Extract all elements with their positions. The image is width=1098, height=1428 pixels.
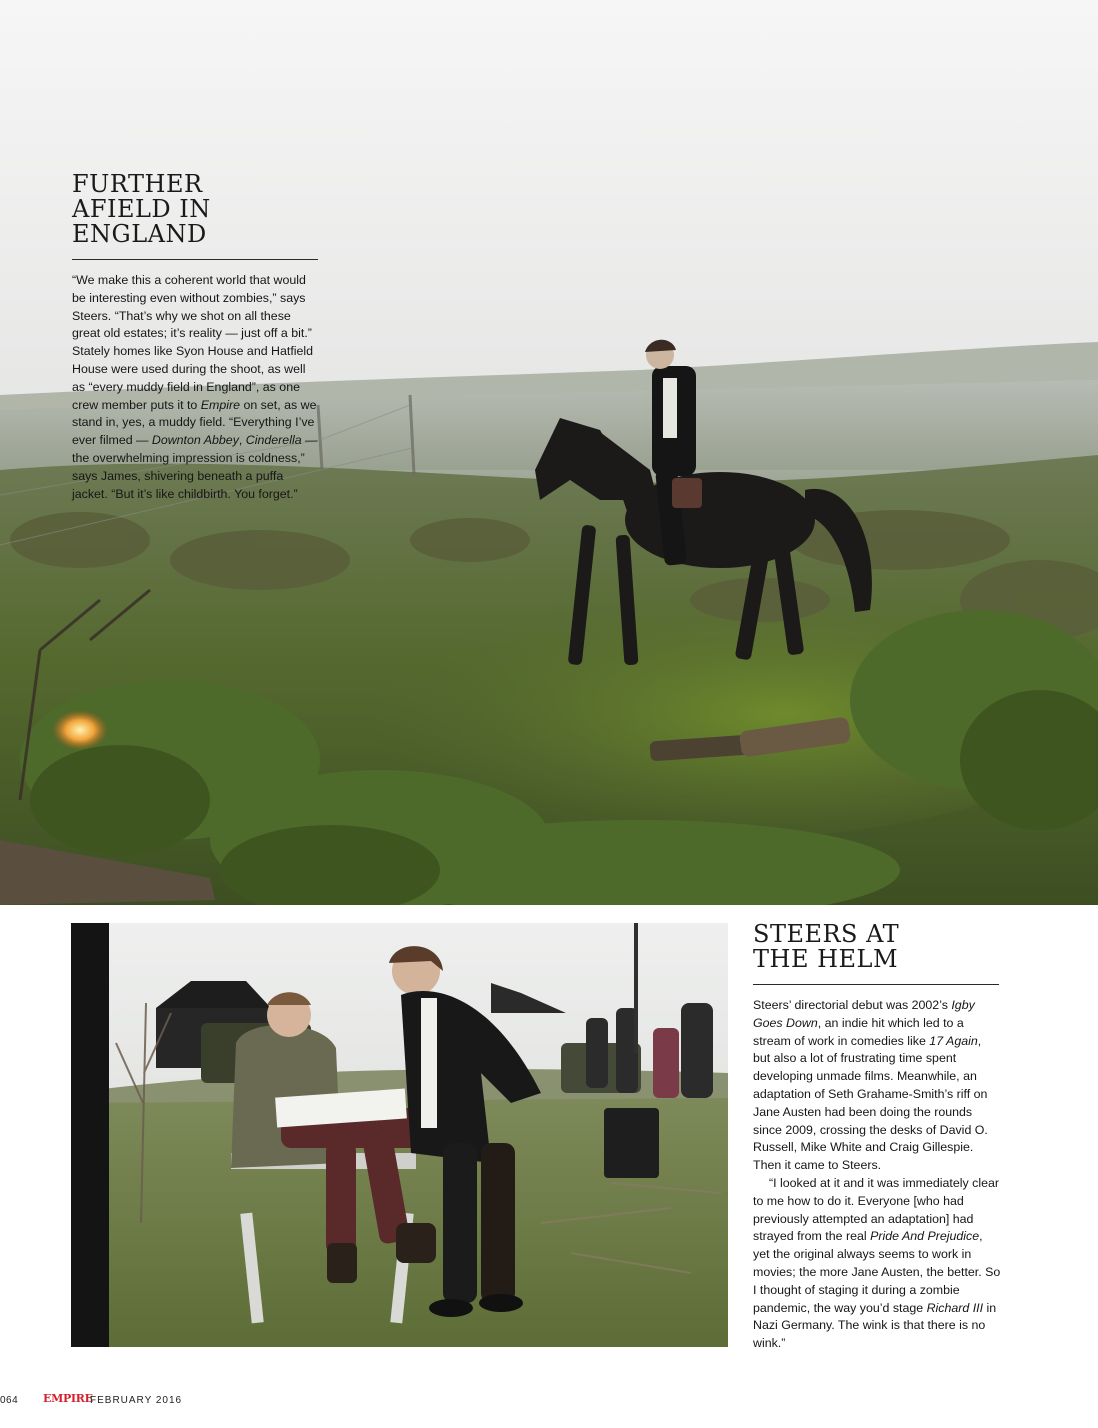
- text-run: , yet the original always seems to work in movies; the more Jane Austen, the better. So I thought of staging it during a zombie pandemic, the way you’d stage: [753, 1229, 1001, 1315]
- sidebar-body: [72, 272, 320, 503]
- text-run: — the overwhelming impression is coldness,” says James, shivering beneath a puffa jacket. “But it’s like childbirth. You forget.”: [72, 433, 318, 501]
- italic-title: Igby Goes Down: [753, 998, 975, 1030]
- italic-title: Downton Abbey: [151, 433, 239, 448]
- heading-line: FURTHER: [72, 170, 203, 198]
- text-run: in Nazi Germany. The wink is that there is no wink.”: [753, 1300, 997, 1351]
- italic-title: 17 Again: [929, 1033, 978, 1048]
- director-on-set-photo: [71, 923, 728, 1347]
- text-run: , an indie hit which led to a stream of work in comedies like: [753, 1015, 964, 1048]
- italic-title: Cinderella: [245, 433, 302, 448]
- body-paragraph: [753, 1175, 1001, 1353]
- sidebar-further-afield: [72, 172, 320, 503]
- heading-rule: [72, 259, 318, 260]
- sidebar-body: [753, 997, 1001, 1353]
- magazine-logo: EMPIRE: [43, 1392, 93, 1405]
- sidebar-steers-at-helm: [753, 922, 1001, 1353]
- text-run: Steers’ directorial debut was 2002’s: [753, 998, 952, 1012]
- heading-line: ENGLAND: [72, 220, 207, 248]
- body-paragraph: [753, 997, 1001, 1175]
- italic-title: Pride And Prejudice: [870, 1229, 980, 1244]
- heading-line: AFIELD IN: [72, 195, 211, 223]
- text-run: on set, as we stand in, yes, a muddy field. “Everything I’ve ever filmed —: [72, 397, 317, 448]
- text-run: , but also a lot of frustrating time spent developing unmade films. Meanwhile, an adaptation of Seth Grahame-Smith’s riff on Jane Austen had been doing the rounds since 2009, crossing the desks of David O. Russell, Mike White and Craig Gillespie. Then it came to Steers.: [753, 1033, 988, 1173]
- italic-title: Richard III: [926, 1300, 984, 1315]
- body-paragraph: [72, 272, 320, 503]
- text-run: “I looked at it and it was immediately clear to me how to do it. Everyone [who had previously attempted an adaptation] had strayed from the real: [753, 1175, 1000, 1244]
- issue-date: FEBRUARY 2016: [90, 1395, 183, 1406]
- page-number: 064: [0, 1395, 19, 1406]
- heading-line: THE HELM: [753, 945, 899, 973]
- text-run: “We make this a coherent world that would be interesting even without zombies,” says Steers. “That’s why we shot on all these great old estates; it’s reality — just off a bit.” Stately homes like Syon House and Hatfield House were used during the shoot, as well as “every muddy field in England”, as one crew member puts it to: [72, 273, 314, 412]
- sidebar-heading: [72, 172, 320, 247]
- heading-line: STEERS AT: [753, 920, 900, 948]
- sidebar-heading: [753, 922, 1001, 972]
- on-set-photo: [71, 923, 728, 1347]
- text-run: ,: [238, 433, 246, 448]
- heading-rule: [753, 984, 999, 985]
- page-footer: [0, 1392, 600, 1412]
- italic-title: Empire: [200, 397, 241, 412]
